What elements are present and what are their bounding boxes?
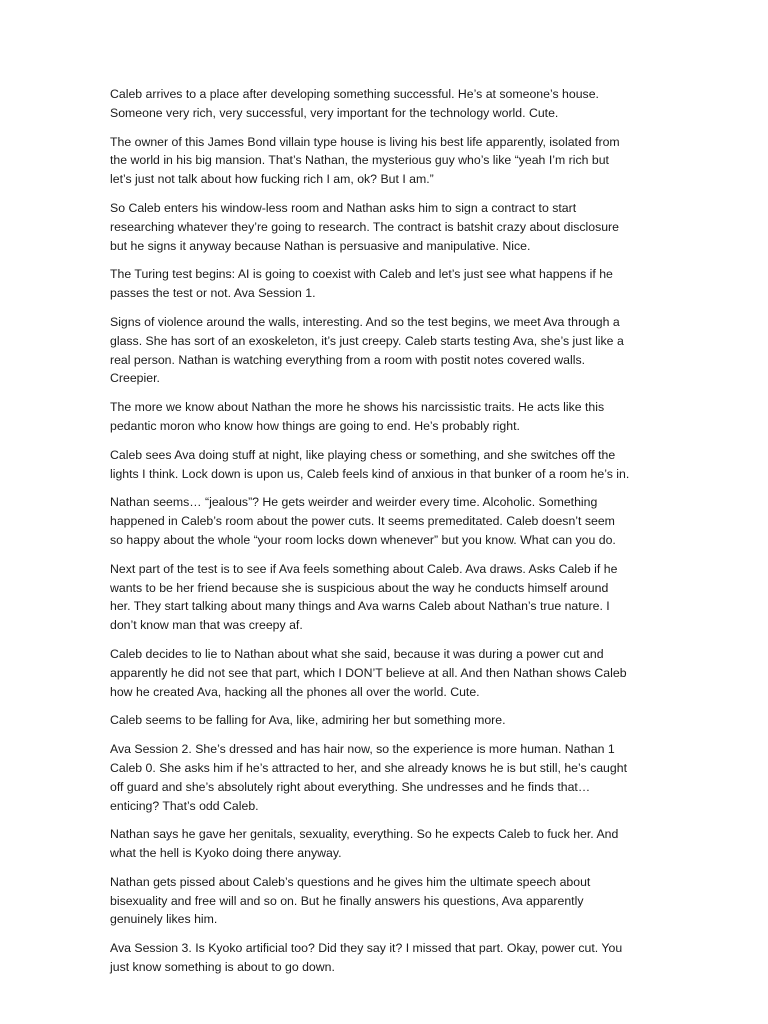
document-page [110, 85, 630, 987]
paragraph-11: Caleb seems to be falling for Ava, like, admiring her but something more. [110, 713, 506, 728]
paragraph-9: Next part of the test is to see if Ava feels something about Caleb. Ava draws. Asks Caleb if he wants to be her friend because she is suspicious about the way he conducts himself around her. They start talking about many things and Ava warns Caleb about Nathan’s true nature. I don’t know man that was creepy af. [110, 561, 618, 633]
paragraph-10: Caleb decides to lie to Nathan about what she said, because it was during a power cut and apparently he did not see that part, which I DON’T believe at all. And then Nathan shows Caleb how he created Ava, hacking all the phones all over the world. Cute. [110, 646, 627, 699]
paragraph-8: Nathan seems… “jealous”? He gets weirder and weirder every time. Alcoholic. Something happened in Caleb’s room about the power cuts. It seems premeditated. Caleb doesn’t seem so happy about the whole “your room locks down whenever” but you know. What can you do. [110, 495, 616, 547]
paragraph-1: Caleb arrives to a place after developing something successful. He’s at someone’s house. Someone very rich, very successful, very important for the technology world. Cute. [110, 87, 599, 120]
paragraph-14: Nathan gets pissed about Caleb’s questions and he gives him the ultimate speech about bisexuality and free will and so on. But he finally answers his questions, Ava apparently genuinely likes him. [110, 874, 591, 927]
paragraph-15: Ava Session 3. Is Kyoko artificial too? Did they say it? I missed that part. Okay, power cut. You just know something is about to go down. [110, 941, 623, 975]
paragraph-13: Nathan says he gave her genitals, sexuality, everything. So he expects Caleb to fuck her. And what the hell is Kyoko doing there anyway. [110, 827, 619, 861]
paragraph-7: Caleb sees Ava doing stuff at night, like playing chess or something, and she switches off the lights I think. Lock down is upon us, Caleb feels kind of anxious in that bunker of a room he’s in. [110, 447, 630, 481]
paragraph-5: Signs of violence around the walls, interesting. And so the test begins, we meet Ava through a glass. She has sort of an exoskeleton, it’s just creepy. Caleb starts testing Ava, she’s just like a real person. Nathan is watching everything from a room with postit notes covered walls. Creepier. [110, 314, 624, 386]
paragraph-4: The Turing test begins: AI is going to coexist with Caleb and let’s just see what happens if he passes the test or not. Ava Session 1. [110, 267, 613, 301]
paragraph-2: The owner of this James Bond villain type house is living his best life apparently, isolated from the world in his big mansion. That’s Nathan, the mysterious guy who’s like “yeah I’m rich but let’s just not talk about how fucking rich I am, ok? But I am.” [110, 134, 620, 187]
paragraph-6: The more we know about Nathan the more he shows his narcissistic traits. He acts like this pedantic moron who know how things are going to end. He’s probably right. [110, 400, 605, 433]
paragraph-12: Ava Session 2. She’s dressed and has hair now, so the experience is more human. Nathan 1 Caleb 0. She asks him if he’s attracted to her, and she already knows he is but still, he’s caught off guard and she’s absolutely right about everything. She undresses and he finds that… enticing? That’s odd Caleb. [110, 742, 627, 813]
paragraph-3: So Caleb enters his window-less room and Nathan asks him to sign a contract to start researching whatever they’re going to research. The contract is batshit crazy about disclosure but he signs it anyway because Nathan is persuasive and manipulative. Nice. [110, 200, 619, 253]
